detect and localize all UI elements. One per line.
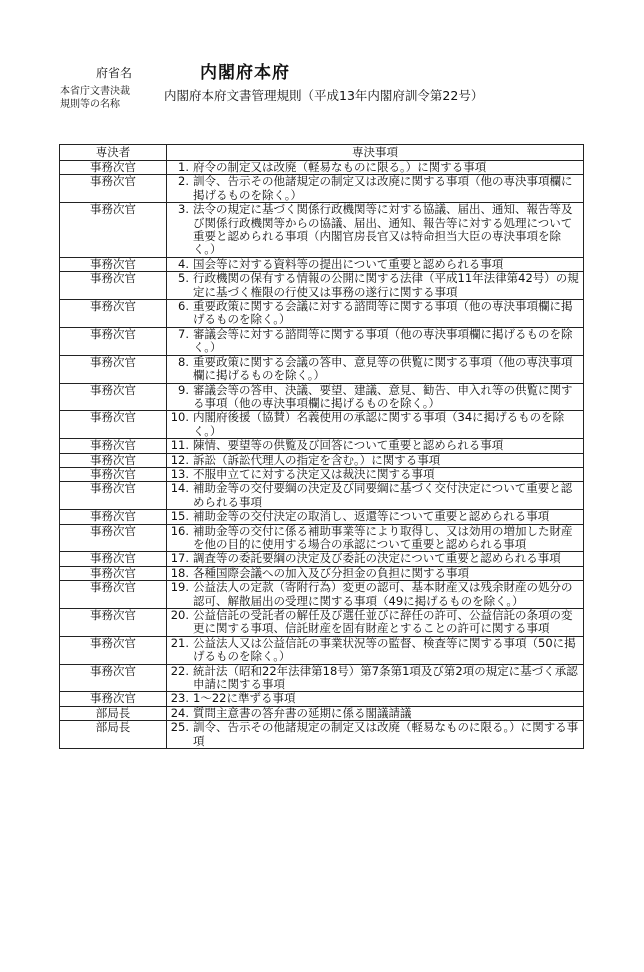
matter-cell: [167, 692, 584, 706]
authority-cell: 事務次官: [60, 355, 167, 383]
matter-cell: [167, 524, 584, 552]
matter-item: [169, 609, 581, 636]
item-number: 6.: [178, 299, 189, 314]
table-row: [60, 692, 584, 706]
table-row: [60, 552, 584, 566]
rules-name: 内閣府本府文書管理規則（平成13年内閣府訓令第22号）: [164, 88, 484, 103]
matter-item: [169, 203, 581, 257]
matter-cell: [167, 581, 584, 609]
authority-cell: 事務次官: [60, 411, 167, 439]
table-row: [60, 721, 584, 749]
matter-item: [169, 482, 581, 509]
item-number: 25.: [170, 720, 189, 735]
table-row: [60, 175, 584, 203]
matter-cell: [167, 721, 584, 749]
item-text: 国会等に対する資料等の提出について重要と認められる事項: [193, 256, 504, 271]
matter-item: [169, 384, 581, 411]
authority-cell: 事務次官: [60, 552, 167, 566]
item-text: 訴訟（訴訟代理人の指定を含む。）に関する事項: [193, 452, 441, 467]
item-text: 府令の制定又は改廃（軽易なものに限る。）に関する事項: [193, 160, 487, 174]
matter-cell: [167, 411, 584, 439]
matter-item: [169, 175, 581, 202]
matter-cell: [167, 383, 584, 411]
authority-cell: 事務次官: [60, 581, 167, 609]
item-text: 内閣府後援（協賛）名義使用の承認に関する事項（34に掲げるものを除く。）: [193, 410, 565, 438]
authority-cell: 事務次官: [60, 175, 167, 203]
matter-cell: [167, 175, 584, 203]
item-text: 調査等の委託要綱の決定及び委託の決定について重要と認められる事項: [193, 551, 561, 566]
item-text: 法令の規定に基づく関係行政機関等に対する協議、届出、通知、報告等及び関係行政機関等からの協議、届出、通知、報告等に対する処理について重要と認められる事項（内閣官房長官又は特命担当大臣の専決事項を除く。）: [193, 202, 573, 257]
table-body: [60, 161, 584, 749]
item-text: 審議会等に対する諮問等に関する事項（他の専決事項欄に掲げるものを除く。）: [193, 326, 573, 355]
item-number: 5.: [178, 271, 189, 286]
authority-cell: 事務次官: [60, 510, 167, 524]
authority-cell: 事務次官: [60, 566, 167, 580]
item-text: 審議会等の答申、決議、要望、建議、意見、勧告、申入れ等の供覧に関する事項（他の専決事項欄に掲げるものを除く。）: [193, 382, 573, 410]
matter-cell: [167, 439, 584, 453]
matter-item: [169, 272, 581, 299]
table-row: [60, 355, 584, 383]
matter-item: [169, 356, 581, 383]
matter-cell: [167, 510, 584, 524]
item-number: 1.: [178, 160, 189, 174]
authority-cell: 事務次官: [60, 692, 167, 706]
authority-cell: 部局長: [60, 706, 167, 720]
item-text: 1～22に準ずる事項: [193, 691, 296, 706]
item-number: 19.: [170, 580, 189, 595]
matter-item: [169, 258, 581, 271]
item-text: 質問主意書の答弁書の延期に係る閣議請議: [193, 705, 412, 720]
table-row: [60, 257, 584, 271]
item-text: 陳情、要望等の供覧及び回答について重要と認められる事項: [193, 438, 504, 453]
matter-cell: [167, 566, 584, 580]
matter-item: [169, 692, 581, 705]
item-number: 14.: [170, 481, 189, 496]
header-authority: 専決者: [60, 145, 167, 161]
matter-cell: [167, 355, 584, 383]
authority-cell: 事務次官: [60, 482, 167, 510]
table-row: [60, 510, 584, 524]
item-text: 各種国際会議への加入及び分担金の負担に関する事項: [193, 565, 469, 580]
rules-row: [60, 85, 600, 111]
table-row: [60, 383, 584, 411]
authority-cell: 事務次官: [60, 453, 167, 467]
item-text: 訓令、告示その他諸規定の制定又は改廃（軽易なものに限る。）に関する事項: [193, 720, 579, 748]
document-header: [60, 58, 600, 111]
table-row: [60, 706, 584, 720]
authority-cell: 事務次官: [60, 636, 167, 664]
authority-cell: 事務次官: [60, 300, 167, 328]
authority-cell: 事務次官: [60, 327, 167, 355]
item-number: 23.: [170, 691, 189, 706]
table-row: [60, 300, 584, 328]
matter-item: [169, 567, 581, 580]
authority-cell: 事務次官: [60, 272, 167, 300]
matter-item: [169, 300, 581, 327]
item-number: 21.: [170, 635, 189, 650]
item-number: 8.: [178, 354, 189, 369]
table-row: [60, 664, 584, 692]
authority-cell: 事務次官: [60, 203, 167, 258]
matter-cell: [167, 467, 584, 481]
table-row: [60, 161, 584, 175]
authority-cell: 事務次官: [60, 161, 167, 175]
matter-cell: [167, 257, 584, 271]
item-number: 13.: [170, 466, 189, 481]
matter-item: [169, 439, 581, 452]
item-text: 重要政策に関する会議に対する諮問等に関する事項（他の専決事項欄に掲げるものを除く。）: [193, 299, 573, 327]
authority-cell: 事務次官: [60, 467, 167, 481]
table-row: [60, 453, 584, 467]
item-text: 重要政策に関する会議の答申、意見等の供覧に関する事項（他の専決事項欄に掲げるものを除く。）: [193, 354, 573, 383]
authority-cell: 事務次官: [60, 609, 167, 637]
authority-cell: 部局長: [60, 721, 167, 749]
table-header-row: [60, 145, 584, 161]
item-number: 22.: [170, 663, 189, 678]
matter-item: [169, 552, 581, 565]
item-text: 補助金等の交付決定の取消し、返還等について重要と認められる事項: [193, 509, 550, 524]
matter-item: [169, 510, 581, 523]
rules-label-line2: 規則等の名称: [60, 99, 120, 110]
matter-item: [169, 637, 581, 664]
item-number: 16.: [170, 523, 189, 538]
matter-cell: [167, 203, 584, 258]
item-text: 公益法人の定款（寄附行為）変更の認可、基本財産又は残余財産の処分の認可、解散届出の受理に関する事項（49に掲げるものを除く。）: [193, 580, 573, 608]
item-text: 統計法（昭和22年法律第18号）第7条第1項及び第2項の規定に基づく承認申請に関する事項: [193, 663, 578, 692]
item-number: 2.: [178, 174, 189, 189]
item-text: 訓令、告示その他諸規定の制定又は改廃に関する事項（他の専決事項欄に掲げるものを除く。）: [193, 174, 573, 202]
item-text: 行政機関の保有する情報の公開に関する法律（平成11年法律第42号）の規定に基づく権限の行使又は事務の遂行に関する事項: [193, 271, 579, 299]
table-row: [60, 524, 584, 552]
matter-cell: [167, 552, 584, 566]
ministry-label: 府省名: [96, 66, 133, 80]
item-number: 7.: [178, 326, 189, 341]
table-row: [60, 609, 584, 637]
authority-cell: 事務次官: [60, 383, 167, 411]
matter-cell: [167, 706, 584, 720]
authority-cell: 事務次官: [60, 524, 167, 552]
matter-cell: [167, 300, 584, 328]
table-row: [60, 581, 584, 609]
header-matter: 専決事項: [167, 145, 584, 161]
authority-cell: 事務次官: [60, 257, 167, 271]
item-number: 12.: [170, 452, 189, 467]
matter-item: [169, 581, 581, 608]
item-text: 不服申立てに対する決定又は裁決に関する事項: [193, 466, 435, 481]
matter-item: [169, 468, 581, 481]
table-row: [60, 566, 584, 580]
table-row: [60, 636, 584, 664]
rules-label: [60, 85, 164, 111]
rules-label-line1: 本省庁文書決裁: [60, 86, 130, 97]
matter-item: [169, 454, 581, 467]
item-text: 補助金等の交付に係る補助事業等により取得し、又は効用の増加した財産を他の目的に使用する場合の承認について重要と認められる事項: [193, 523, 573, 551]
authority-cell: 事務次官: [60, 664, 167, 692]
matter-item: [169, 328, 581, 355]
matter-item: [169, 525, 581, 552]
table-row: [60, 467, 584, 481]
table-row: [60, 203, 584, 258]
table-row: [60, 439, 584, 453]
matter-item: [169, 161, 581, 174]
item-number: 4.: [178, 256, 189, 271]
matter-item: [169, 707, 581, 720]
authority-cell: 事務次官: [60, 439, 167, 453]
table-row: [60, 327, 584, 355]
item-text: 補助金等の交付要綱の決定及び同要綱に基づく交付決定について重要と認められる事項: [193, 481, 573, 509]
matter-cell: [167, 327, 584, 355]
delegation-table: [59, 144, 584, 749]
item-text: 公益法人又は公益信託の事業状況等の監督、検査等に関する事項（50に掲げるものを除く。）: [193, 635, 576, 664]
item-number: 11.: [170, 438, 189, 453]
ministry-row: [60, 58, 600, 83]
item-number: 20.: [170, 608, 189, 622]
matter-item: [169, 411, 581, 438]
item-number: 18.: [170, 565, 189, 580]
matter-cell: [167, 609, 584, 637]
matter-cell: [167, 664, 584, 692]
table-row: [60, 482, 584, 510]
table-row: [60, 272, 584, 300]
matter-cell: [167, 482, 584, 510]
ministry-name: 内閣府本府: [200, 63, 290, 83]
matter-cell: [167, 453, 584, 467]
item-number: 17.: [170, 551, 189, 566]
matter-cell: [167, 636, 584, 664]
item-number: 24.: [170, 705, 189, 720]
item-number: 3.: [178, 202, 189, 217]
matter-item: [169, 721, 581, 748]
matter-item: [169, 665, 581, 692]
matter-cell: [167, 272, 584, 300]
item-number: 10.: [170, 410, 189, 425]
item-number: 15.: [170, 509, 189, 524]
item-text: 公益信託の受託者の解任及び選任並びに辞任の許可、公益信託の条項の変更に関する事項、信託財産を固有財産とすることの許可に関する事項: [193, 608, 573, 636]
table-row: [60, 411, 584, 439]
matter-cell: [167, 161, 584, 175]
item-number: 9.: [178, 382, 189, 397]
